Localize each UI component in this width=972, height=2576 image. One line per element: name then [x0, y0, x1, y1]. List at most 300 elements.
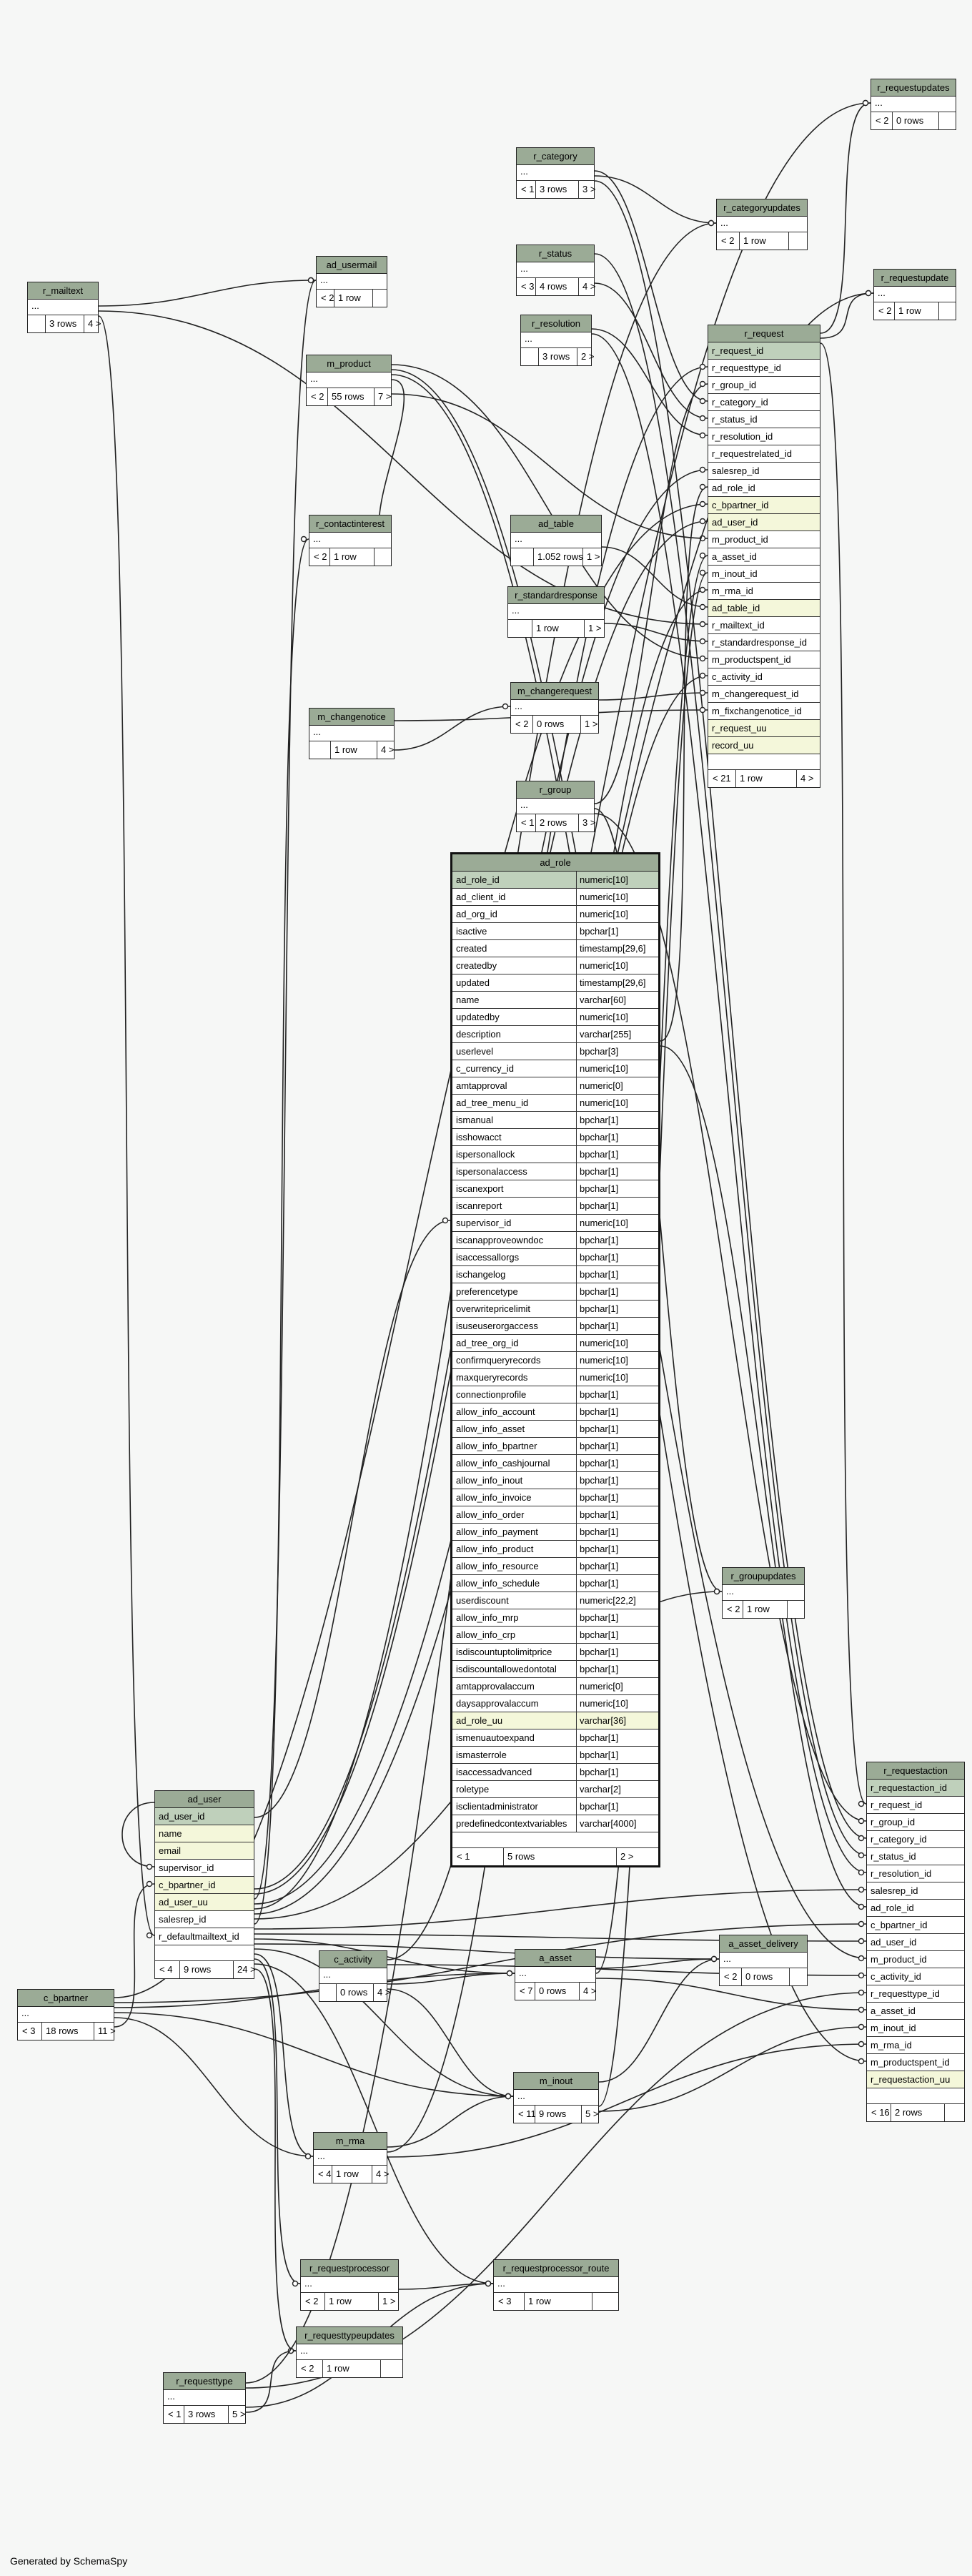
table-name[interactable]: r_standardresponse: [508, 587, 604, 604]
column-row[interactable]: [452, 1026, 658, 1043]
relationship-edge: [660, 487, 708, 1041]
table-footer: [28, 315, 101, 332]
column-row[interactable]: [452, 923, 658, 940]
column-row[interactable]: [708, 737, 820, 754]
relationship-edge: [254, 1964, 493, 2284]
column-type: bpchar[1]: [580, 1544, 619, 1554]
column-type: numeric[10]: [580, 892, 628, 902]
column-type: bpchar[1]: [580, 1664, 619, 1674]
table-name[interactable]: r_requestupdate: [874, 270, 956, 287]
table-r-categoryupdates[interactable]: [716, 199, 808, 250]
parent-count[interactable]: < 3: [498, 2296, 512, 2306]
parent-count[interactable]: < 21: [713, 773, 731, 784]
table-name[interactable]: a_asset: [515, 1950, 595, 1967]
column-row[interactable]: [452, 1472, 658, 1489]
column-row[interactable]: [452, 872, 658, 889]
table-name[interactable]: r_requestupdates: [871, 79, 956, 97]
table-r-groupupdates[interactable]: [722, 1567, 805, 1619]
parent-count[interactable]: < 2: [311, 391, 324, 402]
relationship-edge: [395, 706, 510, 750]
table-name[interactable]: r_requestprocessor_route: [494, 2260, 618, 2277]
column-row[interactable]: [452, 1335, 658, 1352]
column-row[interactable]: [155, 1877, 254, 1894]
column-name: updatedby: [456, 1012, 500, 1022]
relationship-edge: [599, 693, 708, 700]
child-count[interactable]: 24 >: [237, 1964, 256, 1975]
optional-marker: [486, 2281, 491, 2286]
child-count[interactable]: 11 >: [98, 2025, 116, 2036]
column-row[interactable]: [452, 1369, 658, 1386]
column-row[interactable]: [155, 1860, 254, 1877]
column-row[interactable]: [452, 1232, 658, 1249]
parent-count[interactable]: < 2: [301, 2363, 314, 2374]
more-columns-indicator: ...: [309, 533, 391, 548]
optional-marker: [503, 704, 508, 709]
column-type: numeric[10]: [580, 874, 628, 885]
column-name: ad_user_id: [159, 1811, 205, 1822]
relationship-edge: [595, 171, 708, 401]
footer-divider: [578, 814, 579, 831]
column-type: bpchar[1]: [580, 1492, 619, 1503]
child-count[interactable]: 7 >: [378, 391, 392, 402]
footer-divider: [322, 2360, 323, 2377]
child-count[interactable]: 3 >: [582, 184, 596, 194]
column-row[interactable]: [867, 1882, 964, 1900]
table-m-inout[interactable]: [513, 2072, 599, 2123]
table-r-requestprocessor[interactable]: [300, 2259, 399, 2311]
column-row[interactable]: [708, 531, 820, 548]
more-columns-indicator: ...: [514, 2090, 598, 2106]
table-r-request[interactable]: [708, 325, 820, 788]
child-count[interactable]: 4 >: [800, 773, 814, 784]
table-r-group[interactable]: [516, 781, 595, 832]
separator-row: [452, 1832, 658, 1848]
child-count[interactable]: 4 >: [377, 1987, 391, 1998]
column-row[interactable]: [155, 1842, 254, 1860]
column-row[interactable]: [452, 940, 658, 957]
separator-row: [708, 754, 820, 770]
column-row[interactable]: [708, 428, 820, 445]
parent-count[interactable]: < 2: [321, 292, 334, 303]
column-row[interactable]: [452, 1524, 658, 1541]
column-row[interactable]: [452, 1558, 658, 1575]
table-name[interactable]: m_rma: [314, 2133, 387, 2150]
table-name[interactable]: c_activity: [319, 1951, 387, 1968]
child-count[interactable]: 5 >: [585, 2108, 599, 2119]
parent-count[interactable]: < 7: [520, 1985, 533, 1996]
table-r-requestupdate[interactable]: [873, 269, 956, 320]
column-type: varchar[36]: [580, 1715, 627, 1726]
column-name: ad_user_id: [871, 1937, 917, 1948]
column-row[interactable]: [452, 1712, 658, 1729]
footer-divider: [938, 302, 939, 320]
column-type: bpchar[1]: [580, 1321, 619, 1331]
column-row[interactable]: [867, 1985, 964, 2003]
table-footer: [867, 2104, 964, 2121]
table-r-standardresponse[interactable]: [507, 586, 605, 638]
table-r-mailtext[interactable]: [27, 282, 99, 333]
column-name: allow_info_bpartner: [456, 1441, 537, 1451]
table-a-asset[interactable]: [515, 1949, 596, 2000]
table-name[interactable]: r_group: [517, 781, 594, 799]
column-row[interactable]: [452, 906, 658, 923]
optional-marker: [859, 1905, 864, 1910]
column-row[interactable]: [452, 1661, 658, 1678]
more-columns-indicator: ...: [309, 726, 394, 741]
column-row[interactable]: [867, 1814, 964, 1831]
table-m-changerequest[interactable]: [510, 682, 599, 734]
table-name[interactable]: a_asset_delivery: [720, 1935, 807, 1953]
column-row[interactable]: [452, 1644, 658, 1661]
table-ad-role[interactable]: [450, 852, 660, 1867]
child-count[interactable]: 1 >: [588, 623, 602, 633]
optional-marker: [700, 416, 705, 421]
table-m-rma[interactable]: [313, 2132, 390, 2183]
column-name: m_fixchangenotice_id: [712, 706, 802, 716]
table-name[interactable]: r_requesttype: [164, 2373, 245, 2390]
parent-count[interactable]: < 2: [515, 719, 529, 729]
column-row[interactable]: [867, 2054, 964, 2071]
table-r-requestaction[interactable]: [866, 1762, 965, 2122]
column-row[interactable]: [452, 1455, 658, 1472]
column-row[interactable]: [867, 1780, 964, 1797]
column-type: numeric[10]: [580, 1063, 628, 1074]
column-type: numeric[0]: [580, 1681, 623, 1692]
column-name: r_request_uu: [712, 723, 767, 734]
column-name: ad_org_id: [456, 909, 497, 919]
column-name: c_bpartner_id: [871, 1920, 928, 1930]
optional-marker: [859, 1887, 864, 1892]
table-ad-table[interactable]: [510, 515, 602, 566]
column-row[interactable]: [708, 686, 820, 703]
separator-row: [867, 2088, 964, 2104]
column-row[interactable]: [452, 1249, 658, 1266]
column-row[interactable]: [708, 394, 820, 411]
row-count: 1 row: [898, 305, 921, 316]
column-row[interactable]: [155, 1911, 254, 1928]
table-ad-user[interactable]: [154, 1790, 254, 1979]
column-row[interactable]: [708, 360, 820, 377]
optional-marker: [507, 1971, 512, 1976]
row-count: 1 row: [743, 235, 766, 246]
row-count: 9 rows: [184, 1964, 212, 1975]
column-name: iscanexport: [456, 1183, 504, 1194]
column-name: preferencetype: [456, 1286, 518, 1297]
table-name[interactable]: r_groupupdates: [723, 1568, 804, 1585]
column-row[interactable]: [452, 1609, 658, 1627]
optional-marker: [866, 291, 871, 296]
column-row[interactable]: [452, 1798, 658, 1815]
table-name[interactable]: ad_usermail: [317, 257, 387, 274]
table-name[interactable]: r_mailtext: [28, 282, 98, 300]
column-row[interactable]: [452, 1695, 658, 1712]
table-m-changenotice[interactable]: [309, 708, 395, 759]
optional-marker: [700, 588, 705, 593]
column-row[interactable]: [708, 548, 820, 566]
column-row[interactable]: [708, 497, 820, 514]
parent-count[interactable]: < 3: [22, 2025, 36, 2036]
row-count: 1.052 rows: [537, 551, 583, 562]
column-name: allow_info_invoice: [456, 1492, 532, 1503]
column-row[interactable]: [452, 1747, 658, 1764]
table-name[interactable]: r_resolution: [521, 315, 591, 332]
optional-marker: [700, 622, 705, 627]
optional-marker: [700, 536, 705, 541]
column-row[interactable]: [155, 1928, 254, 1945]
table-name[interactable]: c_bpartner: [18, 1990, 114, 2007]
more-columns-indicator: ...: [517, 262, 594, 278]
child-count[interactable]: 4 >: [583, 1985, 597, 1996]
column-name: isdiscountallowedontotal: [456, 1664, 557, 1674]
column-row[interactable]: [452, 1575, 658, 1592]
column-row[interactable]: [452, 1146, 658, 1163]
parent-count[interactable]: < 2: [721, 235, 735, 246]
relationship-edge: [820, 293, 873, 338]
column-row[interactable]: [867, 1951, 964, 1968]
column-row[interactable]: [452, 1198, 658, 1215]
table-footer: [301, 2293, 398, 2310]
column-row[interactable]: [708, 720, 820, 737]
column-row[interactable]: [452, 1781, 658, 1798]
column-name: ismasterrole: [456, 1750, 507, 1760]
column-row[interactable]: [708, 377, 820, 394]
column-row[interactable]: [452, 1266, 658, 1283]
relationship-edge: [254, 1220, 450, 1817]
column-row[interactable]: [452, 974, 658, 992]
table-r-resolution[interactable]: [520, 315, 595, 366]
column-row[interactable]: [867, 1797, 964, 1814]
column-type: bpchar[1]: [580, 1252, 619, 1263]
table-ad-usermail[interactable]: [316, 256, 387, 307]
column-row[interactable]: [452, 1318, 658, 1335]
parent-count[interactable]: < 2: [727, 1604, 740, 1614]
child-count[interactable]: 4 >: [381, 744, 395, 755]
column-row[interactable]: [867, 2003, 964, 2020]
column-row[interactable]: [708, 600, 820, 617]
table-r-category[interactable]: [516, 147, 595, 199]
column-type: bpchar[3]: [580, 1046, 619, 1057]
column-row[interactable]: [452, 1764, 658, 1781]
child-count[interactable]: 1 >: [382, 2296, 396, 2306]
column-row[interactable]: [452, 1678, 658, 1695]
column-row[interactable]: [452, 1729, 658, 1747]
child-count[interactable]: 2 >: [581, 351, 595, 362]
column-row[interactable]: [867, 1968, 964, 1985]
optional-marker: [700, 365, 705, 370]
table-name[interactable]: m_changenotice: [309, 709, 394, 726]
column-name: allow_info_payment: [456, 1526, 538, 1537]
column-row[interactable]: [708, 342, 820, 360]
parent-count[interactable]: < 1: [521, 184, 535, 194]
child-count[interactable]: 1 >: [587, 551, 600, 562]
table-name[interactable]: r_requestprocessor: [301, 2260, 398, 2277]
column-row[interactable]: [708, 445, 820, 463]
column-name: userdiscount: [456, 1595, 509, 1606]
table-r-requestprocessor-route[interactable]: [493, 2259, 619, 2311]
column-row[interactable]: [452, 1215, 658, 1232]
column-row[interactable]: [708, 514, 820, 531]
column-row[interactable]: [867, 1831, 964, 1848]
column-type: numeric[10]: [580, 1097, 628, 1108]
more-columns-indicator: ...: [301, 2277, 398, 2293]
row-count: 3 rows: [542, 351, 570, 362]
column-row[interactable]: [708, 703, 820, 720]
footer-divider: [372, 290, 373, 307]
child-count[interactable]: 4 >: [376, 2168, 390, 2179]
footer-divider: [789, 1968, 790, 1985]
column-row[interactable]: [452, 1060, 658, 1077]
column-row[interactable]: [452, 1489, 658, 1506]
parent-count[interactable]: < 16: [871, 2107, 890, 2118]
optional-marker: [712, 1957, 717, 1962]
child-count[interactable]: 5 >: [232, 2409, 246, 2419]
column-row[interactable]: [708, 651, 820, 668]
table-name[interactable]: r_categoryupdates: [717, 199, 807, 217]
child-count[interactable]: 4 >: [582, 281, 596, 292]
table-name[interactable]: ad_role: [452, 854, 658, 872]
table-name[interactable]: m_changerequest: [511, 683, 598, 700]
child-count[interactable]: 2 >: [620, 1851, 634, 1862]
parent-count[interactable]: < 11: [518, 2108, 536, 2119]
column-row[interactable]: [452, 1403, 658, 1421]
column-row[interactable]: [452, 1438, 658, 1455]
footer-divider: [735, 770, 736, 787]
column-row[interactable]: [452, 1421, 658, 1438]
table-r-requestupdates[interactable]: [871, 79, 956, 130]
column-row[interactable]: [155, 1808, 254, 1825]
table-name[interactable]: r_status: [517, 245, 594, 262]
column-row[interactable]: [452, 1815, 658, 1832]
column-row[interactable]: [708, 668, 820, 686]
column-row[interactable]: [452, 957, 658, 974]
table-a-asset-delivery[interactable]: [719, 1935, 808, 1986]
column-row[interactable]: [452, 1386, 658, 1403]
optional-marker: [866, 291, 871, 296]
table-name[interactable]: r_contactinterest: [309, 515, 391, 533]
more-columns-indicator: ...: [508, 604, 604, 620]
child-count[interactable]: 3 >: [582, 817, 596, 828]
column-row[interactable]: [708, 634, 820, 651]
column-row[interactable]: [708, 411, 820, 428]
child-count[interactable]: 4 >: [88, 318, 101, 329]
column-row[interactable]: [867, 1917, 964, 1934]
column-row[interactable]: [867, 1900, 964, 1917]
column-row[interactable]: [452, 1095, 658, 1112]
column-name: allow_info_asset: [456, 1423, 525, 1434]
column-type: varchar[60]: [580, 995, 627, 1005]
column-row[interactable]: [452, 1506, 658, 1524]
parent-count[interactable]: < 1: [521, 817, 535, 828]
column-row[interactable]: [452, 1352, 658, 1369]
footer-divider: [327, 388, 328, 405]
column-row[interactable]: [452, 1283, 658, 1301]
column-row[interactable]: [708, 583, 820, 600]
column-row[interactable]: [452, 1112, 658, 1129]
table-footer: [521, 348, 595, 365]
column-row[interactable]: [867, 2071, 964, 2088]
column-row[interactable]: [452, 992, 658, 1009]
column-row[interactable]: [452, 1301, 658, 1318]
column-row[interactable]: [708, 480, 820, 497]
column-type: bpchar[1]: [580, 926, 619, 937]
table-name[interactable]: r_request: [708, 325, 820, 342]
column-type: bpchar[1]: [580, 1423, 619, 1434]
relationship-edge: [254, 1959, 300, 2284]
row-count: 1 row: [740, 773, 763, 784]
parent-count[interactable]: < 4: [318, 2168, 332, 2179]
column-row[interactable]: [867, 1848, 964, 1865]
parent-count[interactable]: < 2: [314, 551, 327, 562]
column-name: r_request_id: [712, 345, 764, 356]
relationship-edge: [99, 316, 154, 1935]
child-count[interactable]: 1 >: [585, 719, 598, 729]
column-row[interactable]: [867, 2020, 964, 2037]
table-r-requesttypeupdates[interactable]: [296, 2326, 403, 2378]
parent-count[interactable]: < 2: [878, 305, 892, 316]
column-row[interactable]: [452, 1627, 658, 1644]
relationship-edge: [99, 311, 708, 624]
column-row[interactable]: [452, 889, 658, 906]
column-row[interactable]: [708, 566, 820, 583]
parent-count[interactable]: < 3: [521, 281, 535, 292]
table-name[interactable]: r_category: [517, 148, 594, 165]
column-row[interactable]: [867, 1934, 964, 1951]
column-row[interactable]: [452, 1129, 658, 1146]
footer-divider: [894, 302, 895, 320]
column-row[interactable]: [155, 1825, 254, 1842]
relationship-edge: [595, 176, 716, 223]
column-row[interactable]: [452, 1180, 658, 1198]
column-row[interactable]: [452, 1163, 658, 1180]
column-row[interactable]: [452, 1077, 658, 1095]
column-row[interactable]: [452, 1541, 658, 1558]
parent-count[interactable]: < 1: [168, 2409, 182, 2419]
footer-divider: [616, 1848, 617, 1865]
column-name: ad_role_id: [456, 874, 500, 885]
column-row[interactable]: [867, 2037, 964, 2054]
parent-count[interactable]: < 2: [305, 2296, 319, 2306]
table-name[interactable]: m_inout: [514, 2073, 598, 2090]
column-row[interactable]: [452, 1592, 658, 1609]
table-r-requesttype[interactable]: [163, 2372, 246, 2424]
parent-count[interactable]: < 4: [159, 1964, 173, 1975]
parent-count[interactable]: < 1: [457, 1851, 470, 1862]
column-row[interactable]: [867, 1865, 964, 1882]
table-r-status[interactable]: [516, 245, 595, 296]
table-name[interactable]: m_product: [307, 355, 391, 372]
table-c-bpartner[interactable]: [17, 1989, 114, 2040]
table-name[interactable]: r_requesttypeupdates: [297, 2327, 402, 2344]
optional-marker: [712, 1957, 717, 1962]
row-count: 1 row: [536, 623, 559, 633]
parent-count[interactable]: < 2: [876, 115, 889, 126]
table-name[interactable]: ad_table: [511, 515, 601, 533]
column-row[interactable]: [708, 617, 820, 634]
column-row[interactable]: [708, 463, 820, 480]
table-m-product[interactable]: [306, 355, 392, 406]
column-name: predefinedcontextvariables: [456, 1818, 567, 1829]
table-r-contactinterest[interactable]: [309, 515, 392, 566]
table-name[interactable]: ad_user: [155, 1791, 254, 1808]
column-type: numeric[10]: [580, 1338, 628, 1348]
column-row[interactable]: [452, 1043, 658, 1060]
table-c-activity[interactable]: [319, 1950, 391, 2002]
column-row[interactable]: [452, 1009, 658, 1026]
parent-count[interactable]: < 2: [724, 1971, 738, 1982]
table-name[interactable]: r_requestaction: [867, 1762, 964, 1780]
row-count: 4 rows: [540, 281, 567, 292]
column-row[interactable]: [155, 1894, 254, 1911]
